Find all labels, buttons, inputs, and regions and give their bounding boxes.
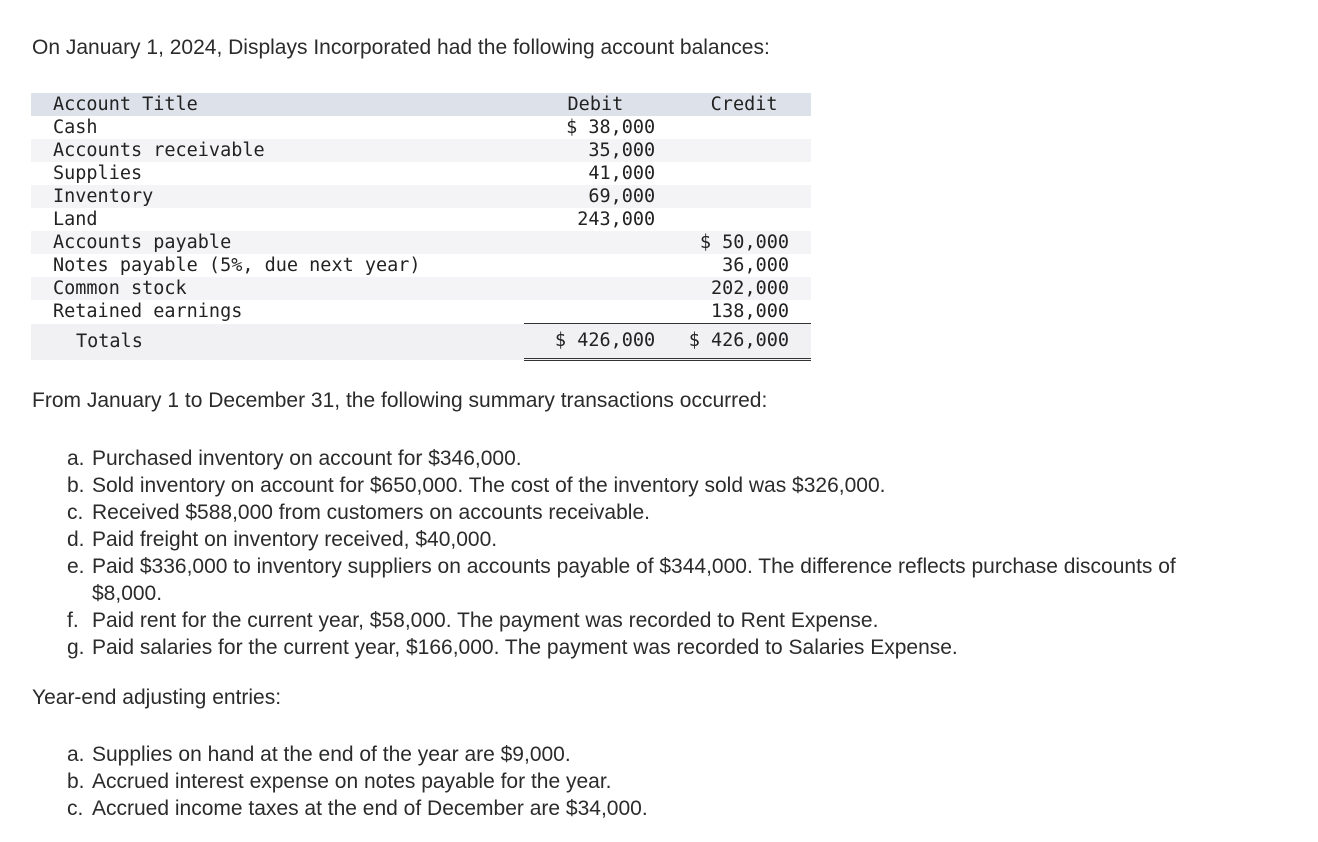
item-marker: e.	[67, 555, 85, 578]
list-item	[67, 526, 1197, 553]
item-marker: g.	[67, 636, 85, 659]
debit-cell: 69,000	[588, 186, 656, 207]
totals-row	[31, 324, 811, 360]
header-account-title: Account Title	[53, 94, 198, 115]
transactions-list	[67, 445, 1197, 661]
account-title-cell: Accounts payable	[53, 232, 232, 253]
item-text: Paid freight on inventory received, $40,000.	[92, 528, 498, 551]
list-item	[67, 553, 1197, 607]
debit-cell	[524, 300, 656, 324]
item-text: Purchased inventory on account for $346,000.	[92, 447, 522, 470]
credit-cell: 138,000	[711, 301, 789, 322]
table-row	[31, 116, 811, 139]
item-text: Accrued interest expense on notes payable for the year.	[92, 770, 612, 793]
header-debit: Debit	[567, 94, 624, 115]
item-text: Paid salaries for the current year, $166,000. The payment was recorded to Salaries Expense.	[92, 636, 958, 659]
header-credit: Credit	[710, 94, 778, 115]
item-marker: f.	[67, 609, 79, 632]
account-title-cell: Inventory	[53, 186, 154, 207]
account-title-cell: Accounts receivable	[53, 140, 265, 161]
item-text: Paid $336,000 to inventory suppliers on accounts payable of $344,000. The difference reflects purchase discounts of $8,000.	[92, 555, 1176, 605]
list-item	[67, 741, 1197, 768]
total-credit: $ 426,000	[655, 324, 811, 360]
list-item	[67, 472, 1197, 499]
debit-cell	[524, 254, 656, 277]
table-row	[31, 254, 811, 277]
debit-cell: 35,000	[588, 140, 656, 161]
item-text: Received $588,000 from customers on accounts receivable.	[92, 501, 650, 524]
list-item	[67, 768, 1197, 795]
credit-cell	[655, 162, 811, 185]
debit-cell: 41,000	[588, 163, 656, 184]
account-title-cell: Supplies	[53, 163, 143, 184]
credit-cell: $ 50,000	[699, 232, 789, 253]
total-debit: $ 426,000	[524, 324, 656, 360]
transactions-heading: From January 1 to December 31, the following summary transactions occurred:	[32, 389, 768, 412]
credit-cell	[655, 139, 811, 162]
item-marker: b.	[67, 770, 85, 793]
item-marker: a.	[67, 743, 85, 766]
list-item	[67, 634, 1197, 661]
list-item	[67, 607, 1197, 634]
table-header-row	[31, 93, 811, 116]
debit-cell	[524, 231, 656, 254]
debit-cell: 243,000	[577, 209, 656, 230]
item-text: Supplies on hand at the end of the year are $9,000.	[92, 743, 571, 766]
totals-label: Totals	[76, 330, 143, 352]
intro-text: On January 1, 2024, Displays Incorporated had the following account balances:	[32, 36, 770, 59]
adjustments-list	[67, 741, 1197, 822]
table-row	[31, 162, 811, 185]
item-marker: c.	[67, 797, 84, 820]
item-text: Accrued income taxes at the end of December are $34,000.	[92, 797, 648, 820]
account-title-cell: Retained earnings	[53, 301, 243, 323]
account-title-cell: Common stock	[53, 278, 187, 299]
credit-cell	[655, 116, 811, 139]
credit-cell	[655, 185, 811, 208]
credit-cell: 202,000	[711, 278, 789, 299]
account-balances-table	[31, 93, 811, 361]
credit-cell: 36,000	[722, 255, 789, 276]
debit-cell: $ 38,000	[566, 117, 656, 138]
debit-cell	[524, 277, 656, 300]
account-title-cell: Land	[53, 209, 98, 230]
list-item	[67, 795, 1197, 822]
account-title-cell: Notes payable (5%, due next year)	[53, 255, 421, 276]
item-marker: a.	[67, 447, 85, 470]
table-row	[31, 231, 811, 254]
item-marker: d.	[67, 528, 85, 551]
table-row	[31, 185, 811, 208]
item-text: Paid rent for the current year, $58,000. The payment was recorded to Rent Expense.	[92, 609, 879, 632]
item-marker: c.	[67, 501, 84, 524]
credit-cell	[655, 208, 811, 231]
table-row	[31, 139, 811, 162]
table-row	[31, 277, 811, 300]
table-row	[31, 208, 811, 231]
item-marker: b.	[67, 474, 85, 497]
item-text: Sold inventory on account for $650,000. The cost of the inventory sold was $326,000.	[92, 474, 886, 497]
list-item	[67, 445, 1197, 472]
account-title-cell: Cash	[53, 117, 98, 138]
list-item	[67, 499, 1197, 526]
adjusting-heading: Year-end adjusting entries:	[32, 686, 282, 709]
table-row	[31, 300, 811, 324]
